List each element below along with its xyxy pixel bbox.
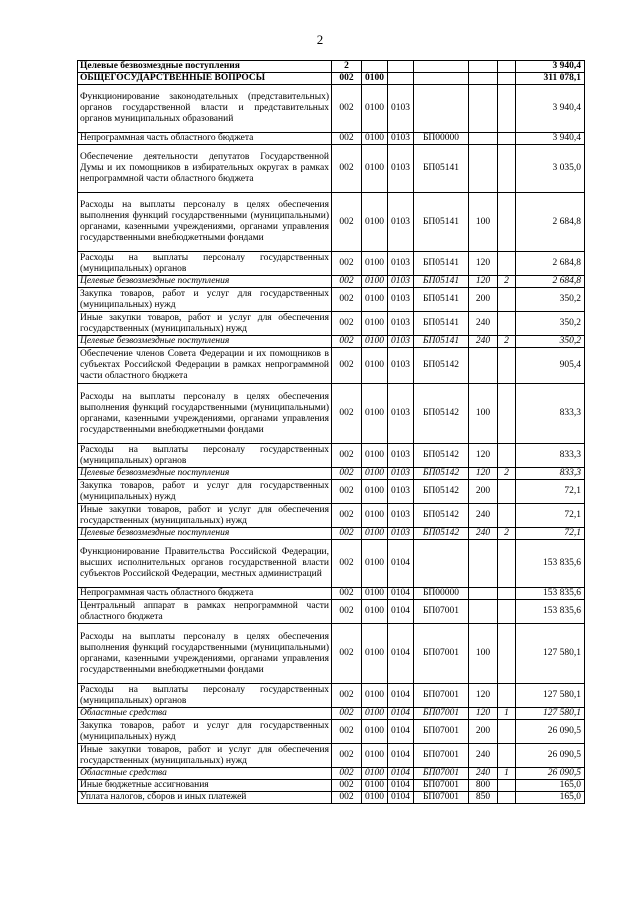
row-target-article: БП05142: [414, 504, 469, 528]
row-section-code: 0100: [362, 528, 388, 540]
row-ved-code: 2: [332, 61, 362, 73]
row-source-code: [498, 61, 516, 73]
row-target-article: БП07001: [414, 684, 469, 708]
row-amount: 153 835,6: [516, 540, 585, 588]
row-source-code: [498, 588, 516, 600]
row-expense-type: 240: [469, 312, 498, 336]
row-ved-code: 002: [332, 468, 362, 480]
row-name: Закупка товаров, работ и услуг для государственных (муниципальных) нужд: [78, 288, 332, 312]
row-expense-type: 100: [469, 193, 498, 252]
table-row: [78, 288, 585, 312]
row-subsection-code: 0103: [388, 193, 414, 252]
row-section-code: 0100: [362, 133, 388, 145]
row-expense-type: [469, 133, 498, 145]
row-source-code: [498, 133, 516, 145]
row-section-code: 0100: [362, 540, 388, 588]
row-amount: 127 580,1: [516, 708, 585, 720]
row-expense-type: 100: [469, 384, 498, 444]
row-name: Областные средства: [78, 768, 332, 780]
row-amount: 72,1: [516, 528, 585, 540]
row-amount: 905,4: [516, 348, 585, 384]
row-target-article: [414, 61, 469, 73]
row-name: Закупка товаров, работ и услуг для государственных (муниципальных) нужд: [78, 480, 332, 504]
row-amount: 153 835,6: [516, 600, 585, 624]
row-section-code: 0100: [362, 312, 388, 336]
row-target-article: БП05141: [414, 193, 469, 252]
row-name: Непрограммная часть областного бюджета: [78, 133, 332, 145]
row-expense-type: 120: [469, 684, 498, 708]
row-name: Расходы на выплаты персоналу государственных (муниципальных) органов: [78, 444, 332, 468]
row-name: Целевые безвозмездные поступления: [78, 276, 332, 288]
row-amount: 350,2: [516, 312, 585, 336]
table-row: [78, 504, 585, 528]
row-subsection-code: 0103: [388, 384, 414, 444]
row-target-article: БП07001: [414, 600, 469, 624]
row-section-code: 0100: [362, 468, 388, 480]
row-ved-code: 002: [332, 792, 362, 804]
row-expense-type: [469, 145, 498, 193]
row-ved-code: 002: [332, 708, 362, 720]
row-subsection-code: 0104: [388, 624, 414, 684]
row-section-code: 0100: [362, 720, 388, 744]
table-row: [78, 600, 585, 624]
row-name: Иные закупки товаров, работ и услуг для обеспечения государственных (муниципальных) нужд: [78, 312, 332, 336]
row-name: Расходы на выплаты персоналу в целях обеспечения выполнения функций государственными (муниципальными) органами, казенными учреждениями, органами управления государственными внебюджетными фондами: [78, 624, 332, 684]
row-section-code: 0100: [362, 768, 388, 780]
row-target-article: БП05141: [414, 145, 469, 193]
row-section-code: 0100: [362, 444, 388, 468]
row-target-article: БП05142: [414, 480, 469, 504]
table-row: [78, 780, 585, 792]
table-row: [78, 61, 585, 73]
row-name: Центральный аппарат в рамках непрограммной части областного бюджета: [78, 600, 332, 624]
row-section-code: 0100: [362, 780, 388, 792]
table-body: [78, 61, 585, 804]
row-section-code: 0100: [362, 684, 388, 708]
table-row: [78, 312, 585, 336]
row-amount: 3 940,4: [516, 61, 585, 73]
row-amount: 2 684,8: [516, 276, 585, 288]
row-target-article: [414, 540, 469, 588]
row-subsection-code: 0103: [388, 288, 414, 312]
row-source-code: 2: [498, 528, 516, 540]
row-target-article: БП05142: [414, 528, 469, 540]
row-subsection-code: 0104: [388, 684, 414, 708]
row-expense-type: 120: [469, 444, 498, 468]
row-expense-type: [469, 73, 498, 85]
row-subsection-code: 0103: [388, 468, 414, 480]
row-expense-type: [469, 85, 498, 133]
table-row: [78, 384, 585, 444]
table-row: [78, 444, 585, 468]
row-expense-type: 120: [469, 468, 498, 480]
row-ved-code: 002: [332, 312, 362, 336]
table-row: [78, 145, 585, 193]
row-expense-type: 850: [469, 792, 498, 804]
row-name: Целевые безвозмездные поступления: [78, 336, 332, 348]
row-target-article: БП05141: [414, 276, 469, 288]
row-source-code: 1: [498, 708, 516, 720]
row-target-article: БП07001: [414, 744, 469, 768]
row-name: ОБЩЕГОСУДАРСТВЕННЫЕ ВОПРОСЫ: [78, 73, 332, 85]
row-amount: 26 090,5: [516, 744, 585, 768]
table-row: [78, 193, 585, 252]
row-subsection-code: 0104: [388, 744, 414, 768]
row-expense-type: 240: [469, 768, 498, 780]
row-target-article: БП07001: [414, 780, 469, 792]
row-ved-code: 002: [332, 193, 362, 252]
row-name: Обеспечение членов Совета Федерации и их помощников в субъектах Российской Федерации в рамках непрограммной части областного бюджета: [78, 348, 332, 384]
row-ved-code: 002: [332, 684, 362, 708]
row-name: Областные средства: [78, 708, 332, 720]
row-amount: 72,1: [516, 480, 585, 504]
row-source-code: [498, 348, 516, 384]
row-name: Уплата налогов, сборов и иных платежей: [78, 792, 332, 804]
table-row: [78, 528, 585, 540]
row-expense-type: 800: [469, 780, 498, 792]
row-ved-code: 002: [332, 336, 362, 348]
row-ved-code: 002: [332, 73, 362, 85]
row-amount: 311 078,1: [516, 73, 585, 85]
row-expense-type: 100: [469, 624, 498, 684]
row-subsection-code: 0104: [388, 780, 414, 792]
row-expense-type: 120: [469, 252, 498, 276]
row-section-code: 0100: [362, 145, 388, 193]
row-source-code: [498, 792, 516, 804]
row-expense-type: 240: [469, 744, 498, 768]
row-section-code: 0100: [362, 624, 388, 684]
row-subsection-code: 0104: [388, 588, 414, 600]
row-source-code: [498, 780, 516, 792]
row-expense-type: [469, 600, 498, 624]
row-name: Иные закупки товаров, работ и услуг для обеспечения государственных (муниципальных) нужд: [78, 744, 332, 768]
row-subsection-code: 0103: [388, 444, 414, 468]
table-row: [78, 336, 585, 348]
row-amount: 26 090,5: [516, 768, 585, 780]
row-section-code: 0100: [362, 288, 388, 312]
row-subsection-code: 0104: [388, 720, 414, 744]
table-row: [78, 276, 585, 288]
row-name: Закупка товаров, работ и услуг для государственных (муниципальных) нужд: [78, 720, 332, 744]
row-source-code: [498, 444, 516, 468]
budget-table: [77, 60, 585, 804]
row-amount: 350,2: [516, 288, 585, 312]
row-amount: 127 580,1: [516, 624, 585, 684]
row-amount: 165,0: [516, 792, 585, 804]
row-target-article: БП07001: [414, 768, 469, 780]
row-source-code: [498, 540, 516, 588]
table-row: [78, 708, 585, 720]
row-ved-code: 002: [332, 252, 362, 276]
row-ved-code: 002: [332, 624, 362, 684]
row-amount: 165,0: [516, 780, 585, 792]
row-name: Целевые безвозмездные поступления: [78, 61, 332, 73]
row-name: Иные бюджетные ассигнования: [78, 780, 332, 792]
table-row: [78, 540, 585, 588]
row-amount: 833,3: [516, 444, 585, 468]
row-name: Расходы на выплаты персоналу в целях обеспечения выполнения функций государственными (муниципальными) органами, казенными учреждениями, органами управления государственными внебюджетными фондами: [78, 193, 332, 252]
row-section-code: 0100: [362, 792, 388, 804]
row-source-code: [498, 600, 516, 624]
row-ved-code: 002: [332, 444, 362, 468]
table-row: [78, 684, 585, 708]
row-amount: 3 035,0: [516, 145, 585, 193]
row-name: Функционирование законодательных (представительных) органов государственной власти и представительных органов муниципальных образований: [78, 85, 332, 133]
row-target-article: БП05142: [414, 468, 469, 480]
row-ved-code: 002: [332, 528, 362, 540]
row-section-code: 0100: [362, 348, 388, 384]
row-section-code: 0100: [362, 708, 388, 720]
row-ved-code: 002: [332, 768, 362, 780]
row-source-code: [498, 684, 516, 708]
row-subsection-code: 0103: [388, 252, 414, 276]
table-row: [78, 85, 585, 133]
table-row: [78, 720, 585, 744]
row-source-code: 2: [498, 276, 516, 288]
row-target-article: БП07001: [414, 792, 469, 804]
row-expense-type: 240: [469, 528, 498, 540]
table-row: [78, 624, 585, 684]
row-name: Целевые безвозмездные поступления: [78, 528, 332, 540]
row-section-code: 0100: [362, 744, 388, 768]
row-amount: 3 940,4: [516, 85, 585, 133]
row-target-article: БП05141: [414, 288, 469, 312]
row-subsection-code: 0104: [388, 768, 414, 780]
row-source-code: [498, 145, 516, 193]
row-amount: 26 090,5: [516, 720, 585, 744]
row-subsection-code: 0103: [388, 528, 414, 540]
row-section-code: 0100: [362, 480, 388, 504]
row-source-code: [498, 384, 516, 444]
row-expense-type: 240: [469, 336, 498, 348]
row-ved-code: 002: [332, 348, 362, 384]
row-name: Иные закупки товаров, работ и услуг для обеспечения государственных (муниципальных) нужд: [78, 504, 332, 528]
row-section-code: 0100: [362, 588, 388, 600]
row-name: Функционирование Правительства Российской Федерации, высших исполнительных органов государственной власти субъектов Российской Федерации, местных администраций: [78, 540, 332, 588]
row-name: Расходы на выплаты персоналу государственных (муниципальных) органов: [78, 684, 332, 708]
row-source-code: [498, 480, 516, 504]
row-target-article: БП05142: [414, 384, 469, 444]
row-subsection-code: 0103: [388, 276, 414, 288]
row-subsection-code: [388, 73, 414, 85]
row-target-article: БП00000: [414, 588, 469, 600]
row-section-code: 0100: [362, 252, 388, 276]
row-amount: 153 835,6: [516, 588, 585, 600]
row-ved-code: 002: [332, 540, 362, 588]
row-source-code: [498, 312, 516, 336]
row-target-article: [414, 73, 469, 85]
row-ved-code: 002: [332, 85, 362, 133]
row-subsection-code: 0103: [388, 336, 414, 348]
row-section-code: 0100: [362, 384, 388, 444]
row-source-code: [498, 193, 516, 252]
row-source-code: 2: [498, 336, 516, 348]
row-source-code: [498, 744, 516, 768]
row-subsection-code: 0104: [388, 792, 414, 804]
row-amount: 2 684,8: [516, 193, 585, 252]
row-source-code: [498, 504, 516, 528]
row-target-article: БП05142: [414, 444, 469, 468]
row-ved-code: 002: [332, 384, 362, 444]
row-target-article: БП05141: [414, 312, 469, 336]
row-ved-code: 002: [332, 504, 362, 528]
row-source-code: [498, 288, 516, 312]
row-ved-code: 002: [332, 780, 362, 792]
table-row: [78, 73, 585, 85]
row-amount: 127 580,1: [516, 684, 585, 708]
table-row: [78, 588, 585, 600]
row-ved-code: 002: [332, 145, 362, 193]
row-expense-type: 200: [469, 288, 498, 312]
page-number: 2: [316, 32, 324, 47]
row-section-code: 0100: [362, 73, 388, 85]
row-section-code: [362, 61, 388, 73]
row-name: Расходы на выплаты персоналу государственных (муниципальных) органов: [78, 252, 332, 276]
table-row: [78, 480, 585, 504]
row-subsection-code: 0104: [388, 540, 414, 588]
row-expense-type: [469, 588, 498, 600]
row-ved-code: 002: [332, 133, 362, 145]
row-amount: 3 940,4: [516, 133, 585, 145]
row-section-code: 0100: [362, 276, 388, 288]
row-ved-code: 002: [332, 288, 362, 312]
row-source-code: 2: [498, 468, 516, 480]
row-expense-type: 240: [469, 504, 498, 528]
row-expense-type: [469, 348, 498, 384]
row-expense-type: [469, 540, 498, 588]
row-subsection-code: [388, 61, 414, 73]
row-ved-code: 002: [332, 276, 362, 288]
table-row: [78, 252, 585, 276]
row-source-code: [498, 85, 516, 133]
row-name: Обеспечение деятельности депутатов Государственной Думы и их помощников в избирательных округах в рамках непрограммной части областного бюджета: [78, 145, 332, 193]
row-section-code: 0100: [362, 504, 388, 528]
table-row: [78, 744, 585, 768]
row-name: Расходы на выплаты персоналу в целях обеспечения выполнения функций государственными (муниципальными) органами, казенными учреждениями, органами управления государственными внебюджетными фондами: [78, 384, 332, 444]
row-amount: 2 684,8: [516, 252, 585, 276]
row-subsection-code: 0103: [388, 312, 414, 336]
row-section-code: 0100: [362, 600, 388, 624]
row-amount: 833,3: [516, 468, 585, 480]
row-name: Целевые безвозмездные поступления: [78, 468, 332, 480]
row-target-article: БП05141: [414, 336, 469, 348]
row-target-article: БП05142: [414, 348, 469, 384]
row-name: Непрограммная часть областного бюджета: [78, 588, 332, 600]
row-subsection-code: 0103: [388, 480, 414, 504]
row-section-code: 0100: [362, 336, 388, 348]
row-amount: 833,3: [516, 384, 585, 444]
row-expense-type: [469, 61, 498, 73]
table-row: [78, 768, 585, 780]
table-row: [78, 468, 585, 480]
row-ved-code: 002: [332, 720, 362, 744]
table-row: [78, 792, 585, 804]
row-subsection-code: 0103: [388, 348, 414, 384]
table-row: [78, 348, 585, 384]
table-row: [78, 133, 585, 145]
row-subsection-code: 0104: [388, 600, 414, 624]
row-expense-type: 200: [469, 720, 498, 744]
row-source-code: [498, 624, 516, 684]
row-ved-code: 002: [332, 600, 362, 624]
row-section-code: 0100: [362, 193, 388, 252]
row-source-code: [498, 252, 516, 276]
row-expense-type: 200: [469, 480, 498, 504]
row-section-code: 0100: [362, 85, 388, 133]
row-ved-code: 002: [332, 588, 362, 600]
row-subsection-code: 0103: [388, 85, 414, 133]
row-target-article: БП07001: [414, 720, 469, 744]
row-expense-type: 120: [469, 276, 498, 288]
row-ved-code: 002: [332, 744, 362, 768]
row-source-code: [498, 720, 516, 744]
row-subsection-code: 0103: [388, 504, 414, 528]
row-target-article: БП07001: [414, 624, 469, 684]
row-source-code: 1: [498, 768, 516, 780]
row-target-article: БП05141: [414, 252, 469, 276]
row-amount: 72,1: [516, 504, 585, 528]
row-target-article: БП07001: [414, 708, 469, 720]
row-subsection-code: 0103: [388, 133, 414, 145]
row-expense-type: 120: [469, 708, 498, 720]
row-ved-code: 002: [332, 480, 362, 504]
row-source-code: [498, 73, 516, 85]
row-amount: 350,2: [516, 336, 585, 348]
row-target-article: [414, 85, 469, 133]
row-subsection-code: 0103: [388, 145, 414, 193]
row-subsection-code: 0104: [388, 708, 414, 720]
row-target-article: БП00000: [414, 133, 469, 145]
